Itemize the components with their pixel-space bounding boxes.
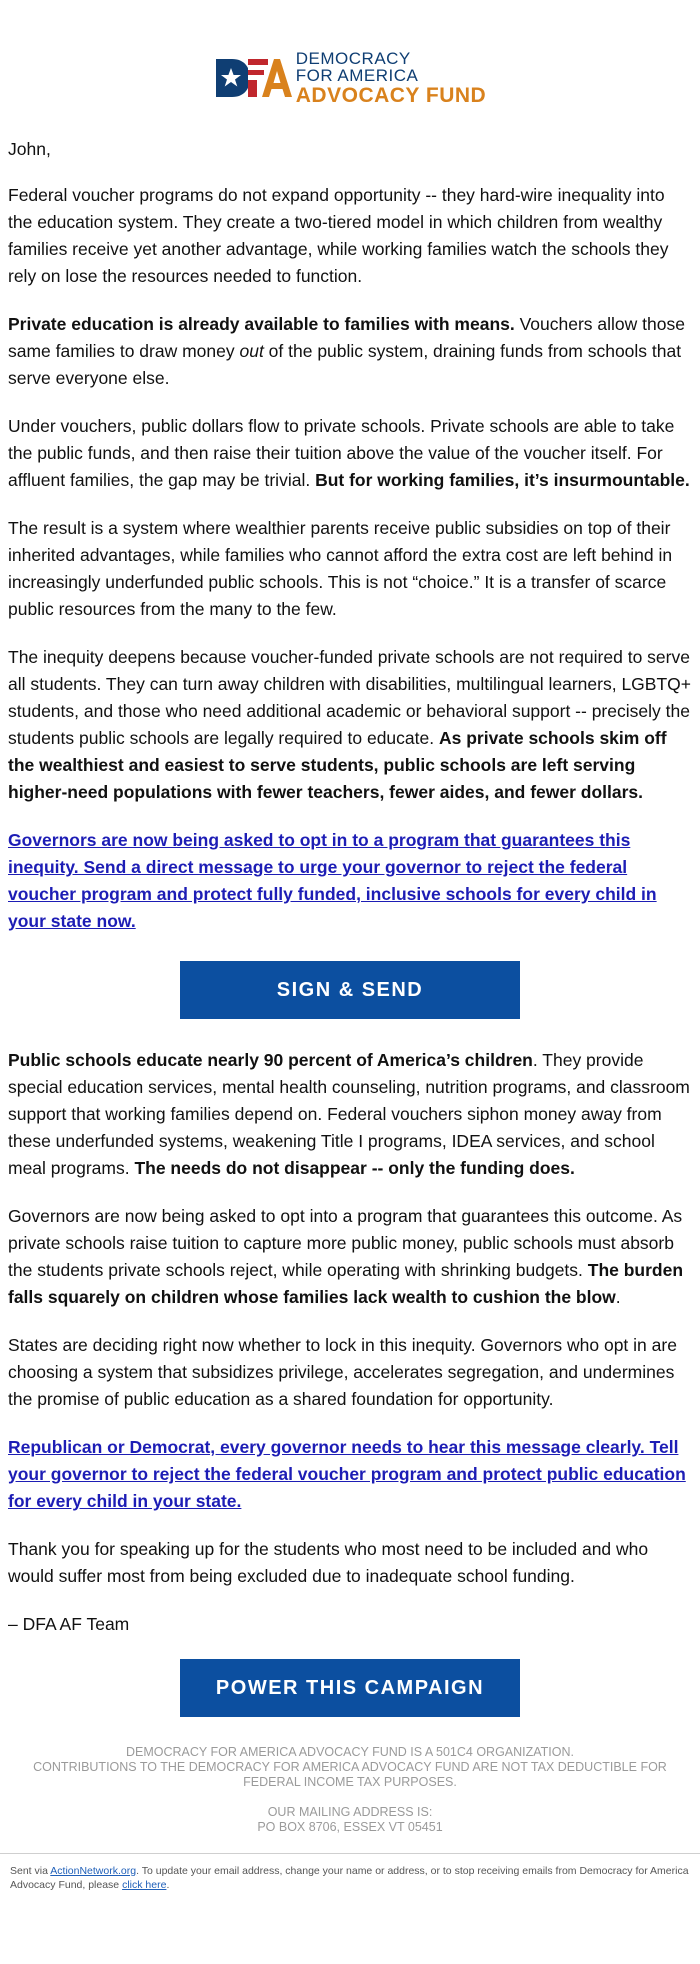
footer-line-organization: DEMOCRACY FOR AMERICA ADVOCACY FUND IS A 501C4 ORGANIZATION.: [125, 1745, 575, 1759]
power-campaign-wrap: [8, 1659, 692, 1717]
tell-governor-link[interactable]: Republican or Democrat, every governor needs to hear this message clearly. Tell your governor to reject the federal voucher program and protect public education for every child in your state.: [8, 1437, 686, 1511]
paragraph-2-bold: Private education is already available to families with means.: [8, 314, 515, 334]
call-to-action-1: [8, 827, 692, 935]
paragraph-7-bold: The burden falls squarely on children whose families lack wealth to cushion the blow: [8, 1260, 684, 1307]
logo-line-for-america: FOR AMERICA: [295, 66, 419, 85]
paragraph-7-end: .: [615, 1287, 621, 1307]
footer-unsubscribe-bar: [0, 1853, 700, 1902]
logo-text: [296, 50, 486, 106]
footer-period: .: [166, 1879, 170, 1891]
logo-line-democracy: DEMOCRACY: [295, 49, 411, 68]
paragraph-7: [8, 1203, 692, 1311]
paragraph-2-text-a: Vouchers allow those same families to draw money: [8, 314, 685, 361]
dfa-logo[interactable]: [214, 50, 486, 106]
footer-line-mailing-label: OUR MAILING ADDRESS IS:: [267, 1805, 433, 1819]
dfa-logo-mark-icon: [214, 53, 292, 103]
paragraph-2: [8, 311, 692, 392]
paragraph-5-bold: As private schools skim off the wealthiest and easiest to serve students, public schools are left serving higher-need populations with fewer teachers, fewer aides, and fewer dollars.: [8, 728, 667, 802]
paragraph-3-bold: But for working families, it’s insurmountable.: [315, 470, 690, 490]
header: [0, 0, 700, 106]
paragraph-6-text: . They provide special education services, mental health counseling, nutrition programs, and classroom support that working families depend on. Federal vouchers siphon money away from these underfunded systems, weakening Title I programs, IDEA services, and school meal programs.: [8, 1050, 690, 1178]
sent-via-text: Sent via: [10, 1865, 51, 1877]
logo-line-advocacy-fund: ADVOCACY FUND: [295, 84, 487, 107]
paragraph-3-text: Under vouchers, public dollars flow to private schools. Private schools are able to take the public funds, and then raise their tuition above the value of the voucher itself. For affluent families, the gap may be trivial.: [8, 416, 675, 490]
call-to-action-2: [8, 1434, 692, 1515]
paragraph-4: The result is a system where wealthier parents receive public subsidies on top of their inherited advantages, while families who cannot afford the extra cost are left behind in increasingly underfunded public schools. This is not “choice.” It is a transfer of scarce public resources from the many to the few.: [8, 518, 673, 619]
governor-message-link[interactable]: Governors are now being asked to opt in to a program that guarantees this inequity. Send a direct message to urge your governor to reject the federal voucher program and protect fully funded, inclusive schools for every child in your state now.: [8, 830, 657, 931]
paragraph-6: [8, 1047, 692, 1182]
paragraph-8: States are deciding right now whether to lock in this inequity. Governors who opt in are choosing a system that subsidizes privilege, accelerates segregation, and undermines the promise of public education as a shared foundation for opportunity.: [8, 1335, 677, 1409]
sign-send-wrap: [8, 961, 692, 1019]
paragraph-2-text-b: of the public system, draining funds from schools that serve everyone else.: [8, 341, 682, 388]
paragraph-5-text: The inequity deepens because voucher-funded private schools are not required to serve all students. They can turn away children with disabilities, multilingual learners, LGBTQ+ students, and those who need additional academic or behavioral support -- precisely the students public schools are legally required to educate.: [8, 647, 691, 748]
signoff: – DFA AF Team: [8, 1614, 130, 1634]
actionnetwork-link[interactable]: ActionNetwork.org: [50, 1865, 137, 1877]
paragraph-3: [8, 413, 692, 494]
footer-legal: [0, 1745, 700, 1835]
paragraph-2-italic: out: [239, 341, 264, 361]
unsubscribe-text: . To update your email address, change your name or address, or to stop receiving emails from Democracy for America Advocacy Fund, please: [10, 1865, 689, 1891]
click-here-link[interactable]: click here: [122, 1879, 167, 1891]
footer-line-address: PO BOX 8706, ESSEX VT 05451: [257, 1820, 443, 1834]
paragraph-6-bold-2: The needs do not disappear -- only the funding does.: [134, 1158, 575, 1178]
email-body: [0, 136, 700, 1717]
paragraph-6-bold: Public schools educate nearly 90 percent of America’s children: [8, 1050, 533, 1070]
greeting: John,: [8, 139, 51, 159]
footer-line-tax: CONTRIBUTIONS TO THE DEMOCRACY FOR AMERICA ADVOCACY FUND ARE NOT TAX DEDUCTIBLE FOR FEDERAL INCOME TAX PURPOSES.: [33, 1760, 667, 1789]
paragraph-9: Thank you for speaking up for the students who most need to be included and who would suffer most from being excluded due to inadequate school funding.: [8, 1539, 649, 1586]
paragraph-1: Federal voucher programs do not expand opportunity -- they hard-wire inequality into the education system. They create a two-tiered model in which children from wealthy families receive yet another advantage, while working families watch the schools they rely on lose the resources needed to function.: [8, 185, 669, 286]
sign-and-send-button[interactable]: SIGN & SEND: [180, 961, 520, 1019]
paragraph-7-text: Governors are now being asked to opt into a program that guarantees this outcome. As private schools raise tuition to capture more public money, public schools must absorb the students private schools reject, while operating with shrinking budgets.: [8, 1206, 683, 1280]
power-this-campaign-button[interactable]: POWER THIS CAMPAIGN: [180, 1659, 520, 1717]
paragraph-5: [8, 644, 692, 806]
